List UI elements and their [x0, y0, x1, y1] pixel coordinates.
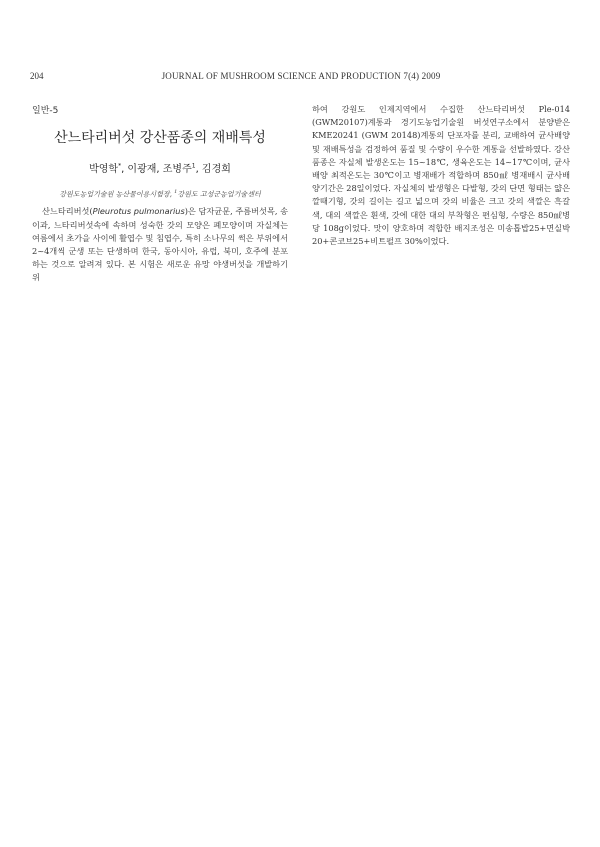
scientific-name: Pleurotus pulmonarius — [92, 206, 185, 217]
affiliation-mark: 1 — [191, 162, 196, 170]
right-column — [312, 103, 570, 248]
author-list-middle: , 이광재, 조병주 — [121, 164, 192, 175]
author-list-end: , 김경희 — [195, 164, 231, 175]
affiliation-mark-2: 1 — [174, 189, 178, 195]
body-paragraph-2: 하여 강원도 인제지역에서 수집한 산느타리버섯 Ple-014 (GWM20107)계통과 경기도농업기술원 버섯연구소에서 분양받은 KME20241 (GWM 20148)계통의 단포자를 분리, 교배하여 균사배양 및 재배특성을 검정하여 품질 및 수량이 우수한 계통을 선발하였다. 강산품종은 자실체 발생온도는 15~18℃, 생육온도는 14~17℃이며, 균사배양 최적온도는 30℃이고 병재배가 적합하며 850㎖ 병재배시 균사배양기간은 28일이었다. 자실체의 발생형은 다발형, 갓의 단면 형태는 얇은깔때기형, 갓의 길이는 길고 넓으며 갓의 비율은 크고 갓의 색깔은 흑갈색, 대의 색깔은 흰색, 갓에 대한 대의 부착형은 편심형, 수량은 850㎖병당 108g이었다. 맛이 양호하며 적합한 배지조성은 미송톱밥25+면실박20+콘코브25+비트펄프 30%이었다. — [312, 104, 570, 247]
journal-title: JOURNAL OF MUSHROOM SCIENCE AND PRODUCTION 7(4) 2009 — [161, 71, 441, 81]
affiliation-main: 강원도농업기술원 농산물이용시험장, — [59, 190, 175, 199]
body-text: 산느타리버섯( — [42, 206, 93, 217]
affiliation-second: 강원도 고성군농업기술센터 — [177, 190, 261, 199]
author-1: 박영학 — [89, 164, 119, 175]
body-paragraph-1 — [32, 205, 288, 284]
section-number: 일반-5 — [32, 106, 59, 116]
affiliation — [32, 189, 288, 199]
body-text: )은 담자균문, 주름버섯목, 송이과, 느타리버섯속에 속하며 성숙한 갓의 모양은 폐모양이며 자실체는 여름에서 초가을 사이에 활엽수 및 침엽수, 특히 소나무의 썩은 부위에서 2~4개씩 군생 또는 단생하며 한국, 동아시아, 유럽, 북미, 호주에 분포하는 것으로 알려져 있다. 본 시험은 새로운 유망 야생버섯을 개발하기 위 — [32, 206, 288, 283]
page-number: 204 — [30, 71, 44, 81]
left-column — [32, 103, 288, 285]
author-list — [32, 160, 288, 175]
corresponding-mark: * — [118, 162, 122, 170]
article-title: 산느타리버섯 강산품종의 재배특성 — [54, 130, 266, 146]
